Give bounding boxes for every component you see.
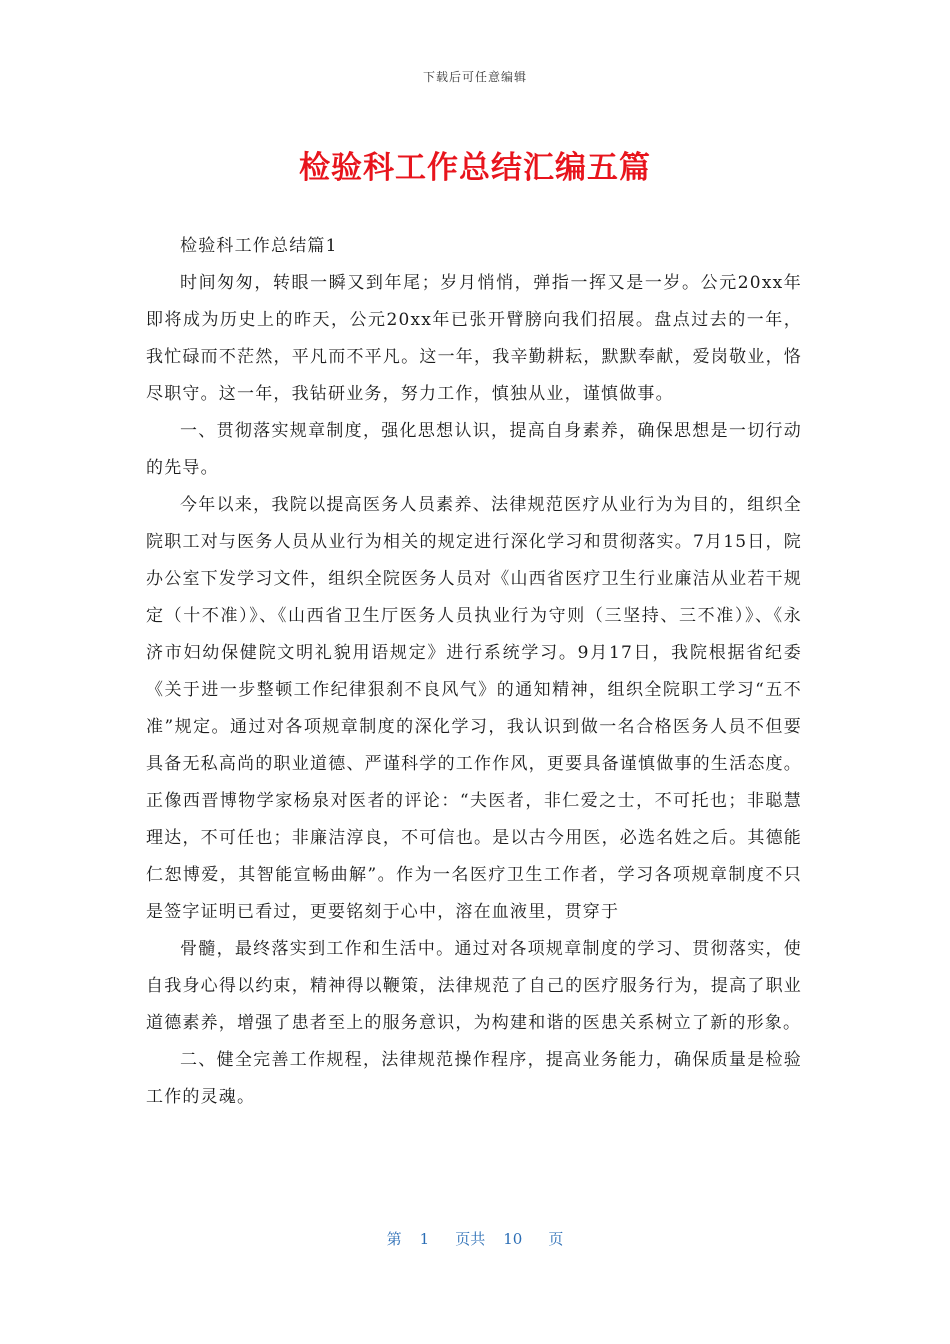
paragraph: 二、健全完善工作规程，法律规范操作程序，提高业务能力，确保质量是检验工作的灵魂。 xyxy=(146,1050,802,1107)
document-body xyxy=(146,228,802,1116)
paragraph: 时间匆匆，转眼一瞬又到年尾；岁月悄悄，弹指一挥又是一岁。公元20xx年即将成为历史上的昨天，公元20xx年已张开臂膀向我们招展。盘点过去的一年，我忙碌而不茫然，平凡而不平凡。这一年，我辛勤耕耘，默默奉献，爱岗敬业，恪尽职守。这一年，我钻研业务，努力工作，慎独从业，谨慎做事。 xyxy=(146,273,802,404)
document-title: 检验科工作总结汇编五篇 xyxy=(299,150,651,186)
footer-middle: 页共 xyxy=(455,1230,486,1248)
footer-page-number: 1 xyxy=(419,1230,430,1248)
section-heading: 检验科工作总结篇1 xyxy=(180,236,338,256)
footer-suffix: 页 xyxy=(548,1230,564,1248)
paragraph: 一、贯彻落实规章制度，强化思想认识，提高自身素养，确保思想是一切行动的先导。 xyxy=(146,421,802,478)
page-footer xyxy=(0,1228,950,1249)
paragraph: 今年以来，我院以提高医务人员素养、法律规范医疗从业行为为目的，组织全院职工对与医务人员从业行为相关的规定进行深化学习和贯彻落实。7月15日，院办公室下发学习文件，组织全院医务人员对《山西省医疗卫生行业廉洁从业若干规定（十不准）》、《山西省卫生厅医务人员执业行为守则（三坚持、三不准）》、《永济市妇幼保健院文明礼貌用语规定》进行系统学习。9月17日，我院根据省纪委《关于进一步整顿工作纪律狠刹不良风气》的通知精神，组织全院职工学习“五不准”规定。通过对各项规章制度的深化学习，我认识到做一名合格医务人员不但要具备无私高尚的职业道德、严谨科学的工作作风，更要具备谨慎做事的生活态度。正像西晋博物学家杨泉对医者的评论：“夫医者，非仁爱之士，不可托也；非聪慧理达，不可任也；非廉洁淳良，不可信也。是以古今用医，必选名姓之后。其德能仁恕博爱，其智能宣畅曲解”。作为一名医疗卫生工作者，学习各项规章制度不只是签字证明已看过，更要铭刻于心中，溶在血液里，贯穿于 xyxy=(146,495,802,922)
footer-prefix: 第 xyxy=(386,1230,402,1248)
paragraph: 骨髓，最终落实到工作和生活中。通过对各项规章制度的学习、贯彻落实，使自我身心得以约束，精神得以鞭策，法律规范了自己的医疗服务行为，提高了职业道德素养，增强了患者至上的服务意识，为构建和谐的医患关系树立了新的形象。 xyxy=(146,939,802,1033)
page-header-note: 下载后可任意编辑 xyxy=(422,70,527,84)
footer-total-pages: 10 xyxy=(503,1230,523,1248)
